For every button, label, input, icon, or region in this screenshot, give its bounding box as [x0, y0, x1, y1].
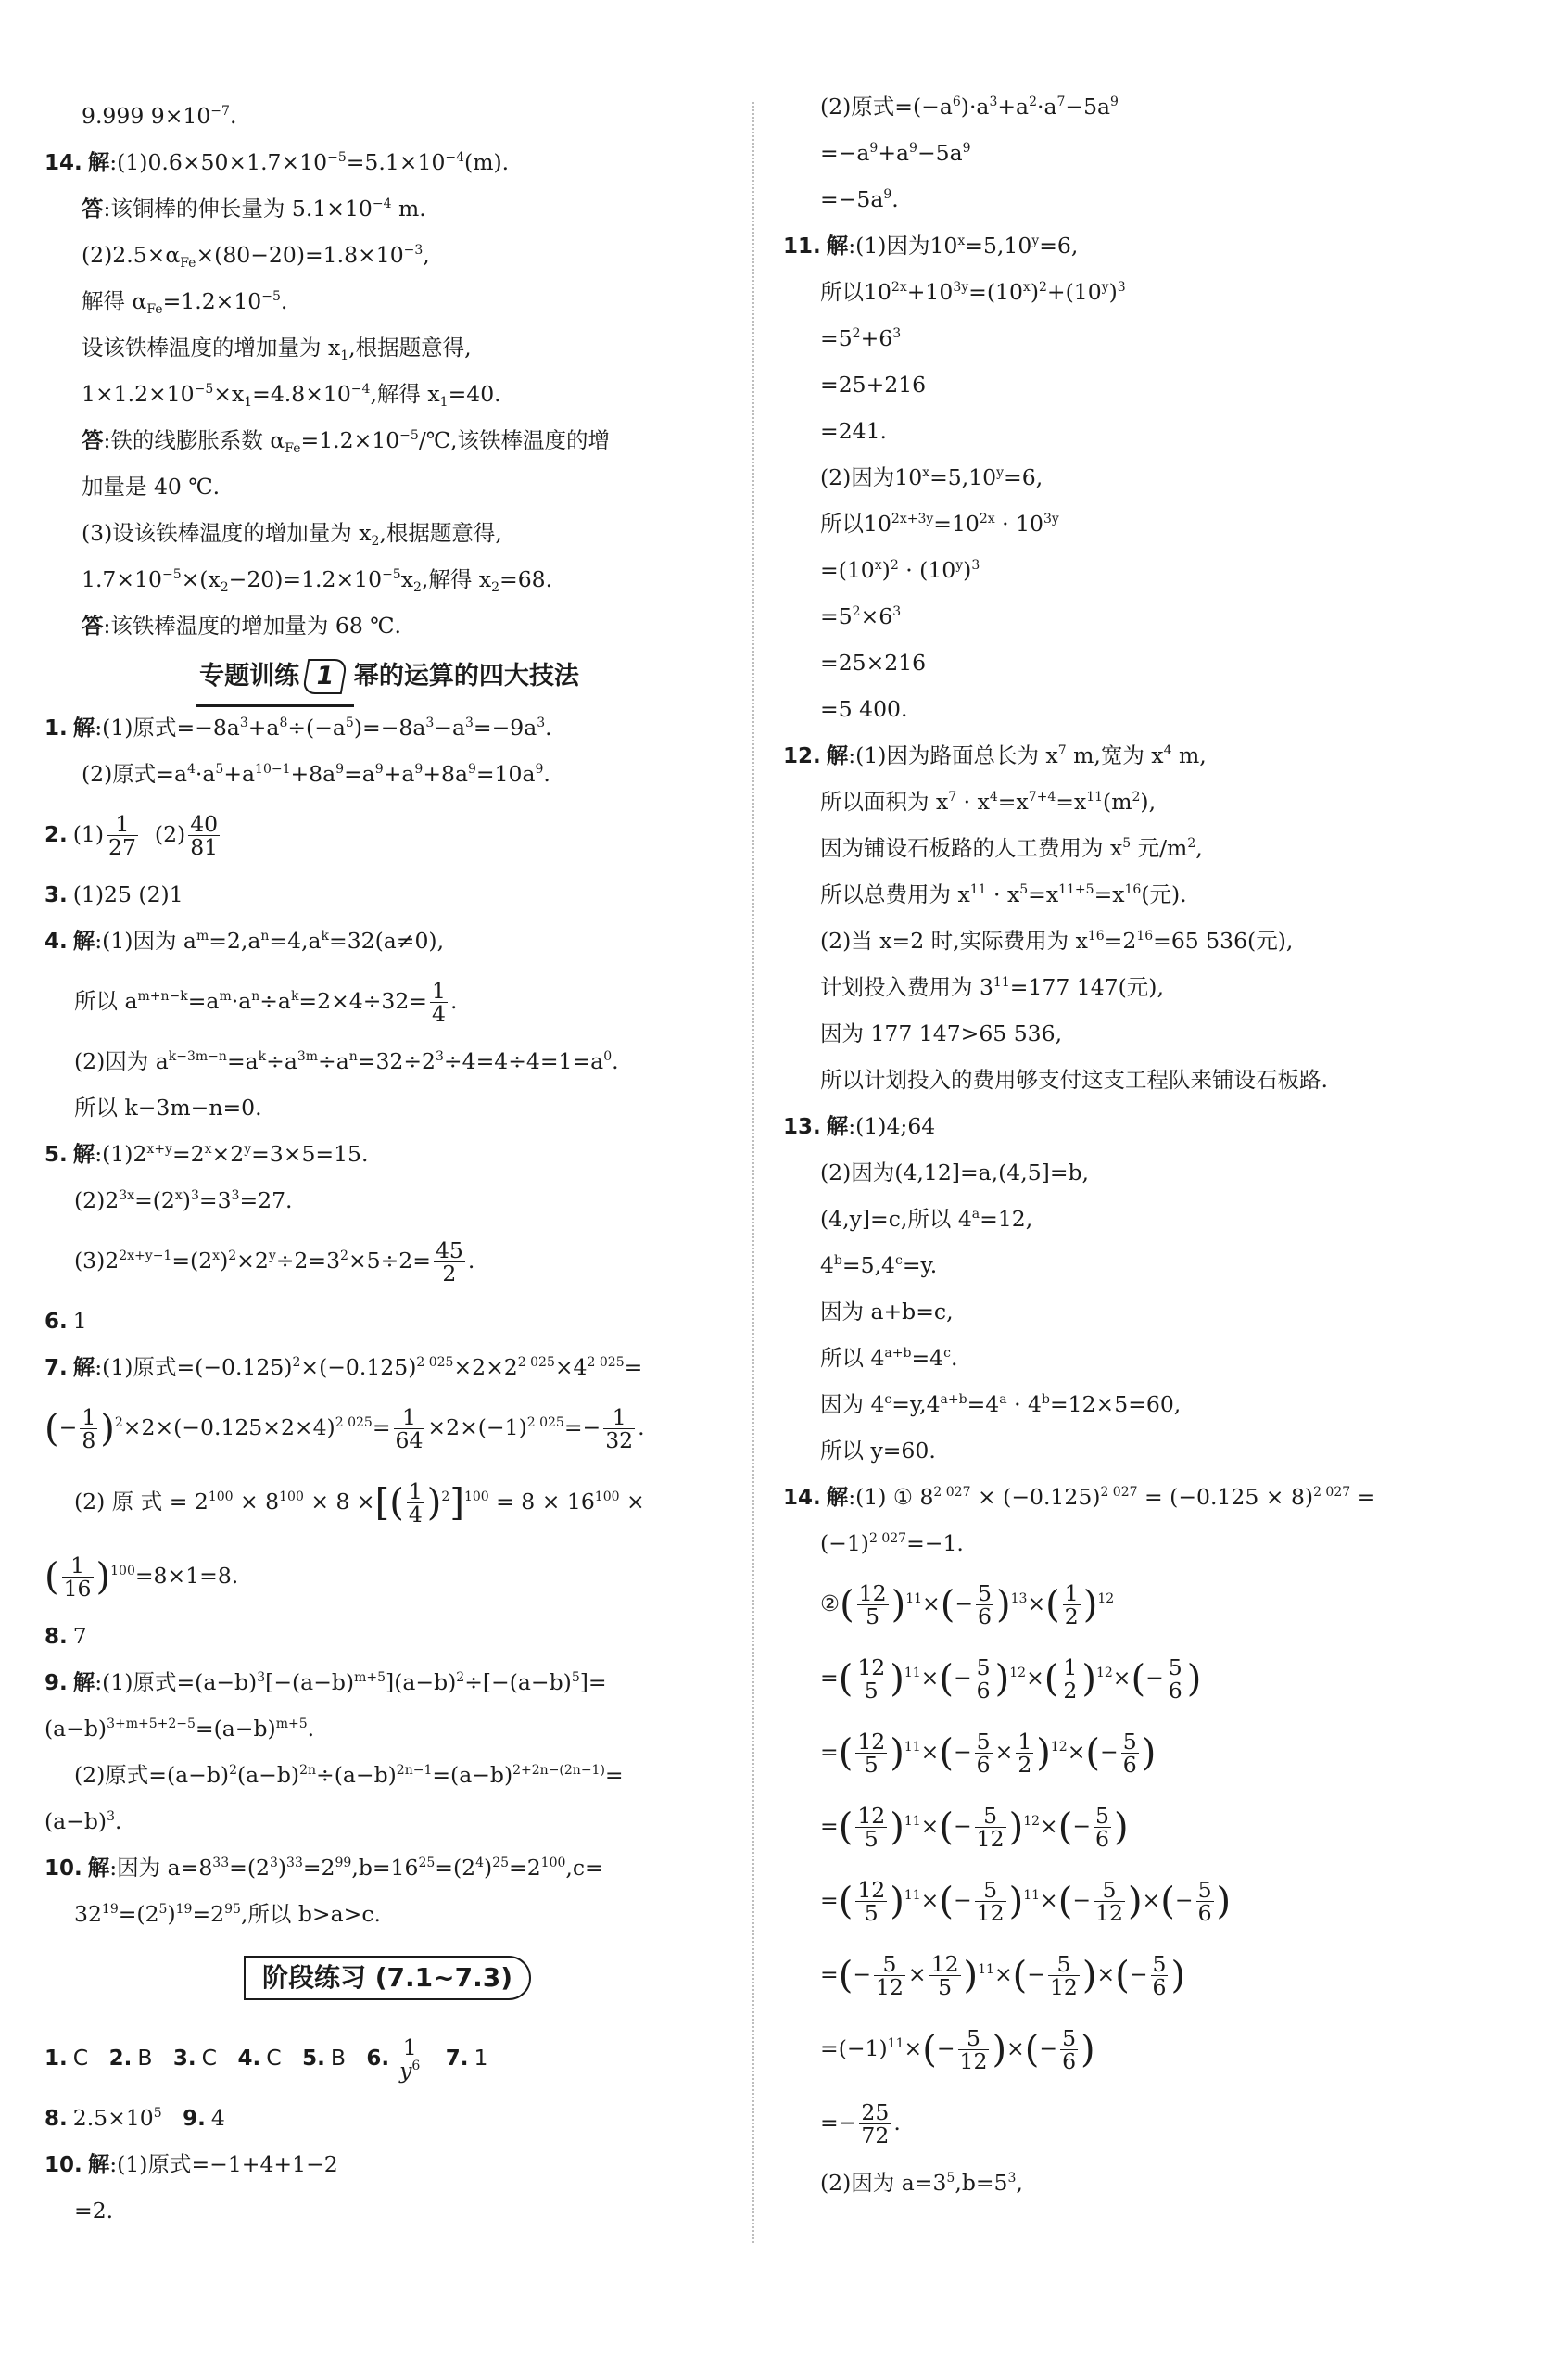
s1-q3: 3. (1)25 (2)1: [44, 881, 183, 907]
r-q11-line6: (2)因为$10^x=5,10^y=6$,: [820, 464, 1043, 490]
s1-q9-line4: $(a-b)^3$.: [44, 1808, 122, 1834]
r-line2: $=-a^9+a^9-5a^9$: [820, 140, 971, 166]
q14-line7: 答:铁的线膨胀系数 $\alpha_{Fe}=1.2\times 10^{-5}/℃$,该铁棒温度的增: [82, 427, 610, 456]
r-q14-line1: 14. 解:(1) ① $8^{2 027} \times (-0.125)^{2 027} = (-0.125 \times 8)^{2 027}$ =: [783, 1484, 1376, 1510]
s1-q4-line3: (2)因为 $a^{k-3m-n}=a^k\div a^{3m}\div a^n=32\div 2^3\div 4=4\div 4=1=a^0$.: [74, 1048, 619, 1074]
r-q13-line4: $4^b=5,4^c=y$.: [820, 1252, 938, 1278]
r-q11-line1: 11. 解:(1)因为$10^x=5,10^y=6$,: [783, 233, 1079, 259]
r-q13-line3: (4,y]=c,所以 $4^a=12$,: [820, 1206, 1033, 1232]
r-q14-step4: =( $\frac{12}{5}$ )$^{11}$×(− $\frac{5}{12}$ )$^{12}$×(− $\frac{5}{6}$ ): [820, 1803, 1129, 1852]
s1-q7-line1: 7. 解:(1)原式$=(-0.125)^2\times(-0.125)^{2 025}\times 2\times 2^{2 025}\times 4^{2 025}=$: [44, 1354, 643, 1380]
r-q14-step1: ②( $\frac{12}{5}$ )$^{11}$×(− $\frac{5}{6}$ )$^{13}$×( $\frac{1}{2}$ )$^{12}$: [820, 1580, 1115, 1629]
r-q11-line4: =25+216: [820, 372, 927, 398]
r-q11-line11: =5 400.: [820, 696, 908, 722]
s1-q4-line4: 所以 k−3m−n=0.: [74, 1095, 262, 1121]
s1-q9-line2: $(a-b)^{3+m+5+2-5}=(a-b)^{m+5}$.: [44, 1716, 315, 1742]
q14-line1: 14. 解$:(1)0.6\times 50\times 1.7\times 10^{-5}=5.1\times 10^{-4}(m)$.: [44, 149, 510, 175]
r-q14-step2: =( $\frac{12}{5}$ )$^{11}$×(− $\frac{5}{6}$ )$^{12}$×( $\frac{1}{2}$ )$^{12}$×(− $\frac{5}{6}$ ): [820, 1654, 1202, 1704]
line-9999: 9.999 $9\times 10^{-7}$.: [82, 103, 237, 129]
q14-line2: 答:该铜棒的伸长量为 $5.1\times 10^{-4}$ m.: [82, 196, 426, 222]
r-q11-line7: 所以$10^{2x+3y}=10^{2x} \cdot 10^{3y}$: [820, 511, 1059, 537]
r-q11-line3: $=5^2+6^3$: [820, 325, 902, 351]
r-q13-line1: 13. 解:(1)4;64: [783, 1113, 936, 1139]
r-q11-line2: 所以$10^{2x}+10^{3y}=(10^x)^2+(10^y)^3$: [820, 279, 1126, 305]
r-q11-line10: =25×216: [820, 650, 927, 676]
r-q14-last: (2)因为 $a=3^5,b=5^3$,: [820, 2170, 1023, 2196]
section-number-badge: 1: [302, 659, 348, 694]
r-q13-line5: 因为 a+b=c,: [820, 1299, 954, 1324]
s1-q5-line2: $(2)2^{3x}=(2^x)^3=3^3=27$.: [74, 1187, 293, 1213]
r-q14-step3: =( $\frac{12}{5}$ )$^{11}$×(− $\frac{5}{6}$ × $\frac{1}{2}$ )$^{12}$×(− $\frac{5}{6}$ ): [820, 1729, 1157, 1778]
q14-line8: 加量是 40 ℃.: [82, 474, 221, 500]
s1-q6: 6. 1: [44, 1308, 87, 1334]
s1-q5-line1: 5. 解$:(1)2^{x+y}=2^x\times 2^y=3\times 5=15$.: [44, 1141, 369, 1167]
r-q12-line1: 12. 解:(1)因为路面总长为 $x^7$ m,宽为 $x^4$ m,: [783, 742, 1207, 768]
s1-q9-line3: (2)原式$=(a-b)^2(a-b)^{2n}\div(a-b)^{2n-1}=(a-b)^{2+2n-(2n-1)}=$: [74, 1762, 624, 1788]
r-q12-line3: 因为铺设石板路的人工费用为 $x^5$ 元$/m^2$,: [820, 835, 1203, 861]
s1-q5-line3: $(3)2^{2x+y-1}=(2^x)^2\times 2^y\div 2=3^2\times 5\div 2=$ $\frac{45}{2}$ .: [74, 1237, 475, 1286]
r-q14-line2: $(-1)^{2 027}=-1$.: [820, 1530, 964, 1556]
q14-line4: 解得 $\alpha_{Fe}=1.2\times 10^{-5}$.: [82, 288, 288, 317]
r-line1: (2)原式$=(-a^6)\cdot a^3+a^2\cdot a^7-5a^9$: [820, 94, 1119, 120]
r-line3: $=-5a^9$.: [820, 186, 899, 212]
s1-q10-line2: $32^{19}=(2^5)^{19}=2^{95}$,所以 b>a>c.: [74, 1901, 381, 1927]
s2-q10-line2: =2.: [74, 2198, 114, 2224]
r-q13-line2: (2)因为(4,12]=a,(4,5]=b,: [820, 1159, 1090, 1185]
q14-line9: (3)设该铁棒温度的增加量为 $x_2$,根据题意得,: [82, 520, 502, 549]
s1-q4-line2: 所以 $a^{m+n-k}=a^m\cdot a^n\div a^k=2\times 4\div 32=$ $\frac{1}{4}$ .: [74, 978, 458, 1027]
s2-q8-q9: 8. $2.5\times 10^5$ 9. 4: [44, 2105, 225, 2131]
r-q12-line8: 所以计划投入的费用够支付这支工程队来铺设石板路.: [820, 1067, 1328, 1093]
s1-q4-line1: 4. 解:(1)因为 $a^m=2,a^n=4,a^k=32(a\ne 0)$,: [44, 928, 445, 954]
left-column: [44, 93, 730, 2234]
section-title-stage-practice: 阶段练习 (7.1~7.3): [44, 1937, 730, 2021]
section-title-special-training: 专题训练 1 幂的运算的四大技法: [44, 649, 730, 704]
r-q13-line6: 所以 $4^{a+b}=4^c$.: [820, 1345, 958, 1371]
r-q14-step5: =( $\frac{12}{5}$ )$^{11}$×(− $\frac{5}{12}$ )$^{11}$×(− $\frac{5}{12}$ )×(− $\frac{5}{6}$ ): [820, 1877, 1232, 1926]
q14-line11: 答:该铁棒温度的增加量为 68 ℃.: [82, 613, 402, 639]
r-q14-step8: =− $\frac{25}{72}$ .: [820, 2099, 901, 2148]
q14-line5: 设该铁棒温度的增加量为 $x_1$,根据题意得,: [82, 335, 472, 363]
q14-line6: $1\times 1.2\times 10^{-5}\times x_1=4.8\times 10^{-4}$,解得 $x_1=40$.: [82, 381, 501, 410]
r-q11-line9: $=5^2\times 6^3$: [820, 603, 902, 629]
r-q14-step6: =(− $\frac{5}{12}$ × $\frac{12}{5}$ )$^{11}$×(− $\frac{5}{12}$ )×(− $\frac{5}{6}$ ): [820, 1951, 1186, 2000]
column-divider: [752, 102, 754, 2243]
r-q13-line7: 因为 $4^c=y,4^{a+b}=4^a \cdot 4^b=12\times 5=60$,: [820, 1391, 1182, 1417]
r-q12-line5: (2)当 x=2 时,实际费用为 $x^{16}=2^{16}=65$ 536(元),: [820, 928, 1294, 954]
r-q12-line6: 计划投入费用为 $3^{11}=177$ 147(元),: [820, 974, 1164, 1000]
s1-q1-line2: (2)原式$=a^4\cdot a^5+a^{10-1}+8a^9=a^9+a^9+8a^9=10a^9$.: [82, 761, 550, 787]
s1-q7-line3: (2) 原 式 = $2^{100} \times 8^{100} \times 8$ ×[( $\frac{1}{4}$ )$^2]^{100} = 8 \times 16^{100}$ ×: [74, 1478, 645, 1527]
s1-q9-line1: 9. 解:(1)原式$=(a-b)^3[-(a-b)^{m+5}](a-b)^2\div[-(a-b)^5]=$: [44, 1669, 607, 1695]
right-column: [783, 83, 1469, 2206]
s2-q10-line1: 10. 解:(1)原式=−1+4+1−2: [44, 2151, 338, 2177]
r-q13-line8: 所以 y=60.: [820, 1438, 936, 1464]
s1-q2: 2. (1) $\frac{1}{27}$ (2) $\frac{40}{81}$: [44, 811, 219, 860]
q14-line3: $(2)2.5\times\alpha_{Fe}\times(80-20)=1.8\times 10^{-3}$,: [82, 242, 430, 271]
s1-q7-line2: (− $\frac{1}{8}$ )$^2\times 2\times(-0.125\times 2\times 4)^{2 025}=$ $\frac{1}{64}$ $\times 2\times(-1)^{2 025}=-$ $\frac{1}{32}$ .: [44, 1404, 645, 1453]
r-q12-line7: 因为 177 147>65 536,: [820, 1020, 1063, 1046]
r-q11-line5: =241.: [820, 418, 888, 444]
s1-q8: 8. 7: [44, 1623, 87, 1649]
s1-q7-line4: ( $\frac{1}{16}$ )$^{100}$=8×1=8.: [44, 1552, 239, 1602]
r-q12-line4: 所以总费用为 $x^{11} \cdot x^5=x^{11+5}=x^{16}$(元).: [820, 881, 1187, 907]
q14-line10: $1.7\times 10^{-5}\times(x_2-20)=1.2\times 10^{-5}x_2$,解得 $x_2=68$.: [82, 566, 553, 595]
r-q12-line2: 所以面积为 $x^7 \cdot x^4=x^{7+4}=x^{11}(m^2)$,: [820, 789, 1157, 815]
s1-q1-line1: 1. 解:(1)原式$=-8a^3+a^8\div(-a^5)=-8a^3-a^3=-9a^3$.: [44, 715, 552, 741]
r-q14-step7: $=(-1)^{11}\times(-$ $\frac{5}{12}$ )×(− $\frac{5}{6}$ ): [820, 2025, 1095, 2074]
s1-q10-line1: 10. 解:因为 $a=8^{33}=(2^3)^{33}=2^{99},b=16^{25}=(2^4)^{25}=2^{100},c=$: [44, 1855, 603, 1881]
s2-choice-answers: 1. C 2. B 3. C 4. C 5. B 6. $\frac{1}{y^6}$ 7. 1: [44, 2034, 488, 2084]
r-q11-line8: $=(10^x)^2 \cdot (10^y)^3$: [820, 557, 980, 583]
